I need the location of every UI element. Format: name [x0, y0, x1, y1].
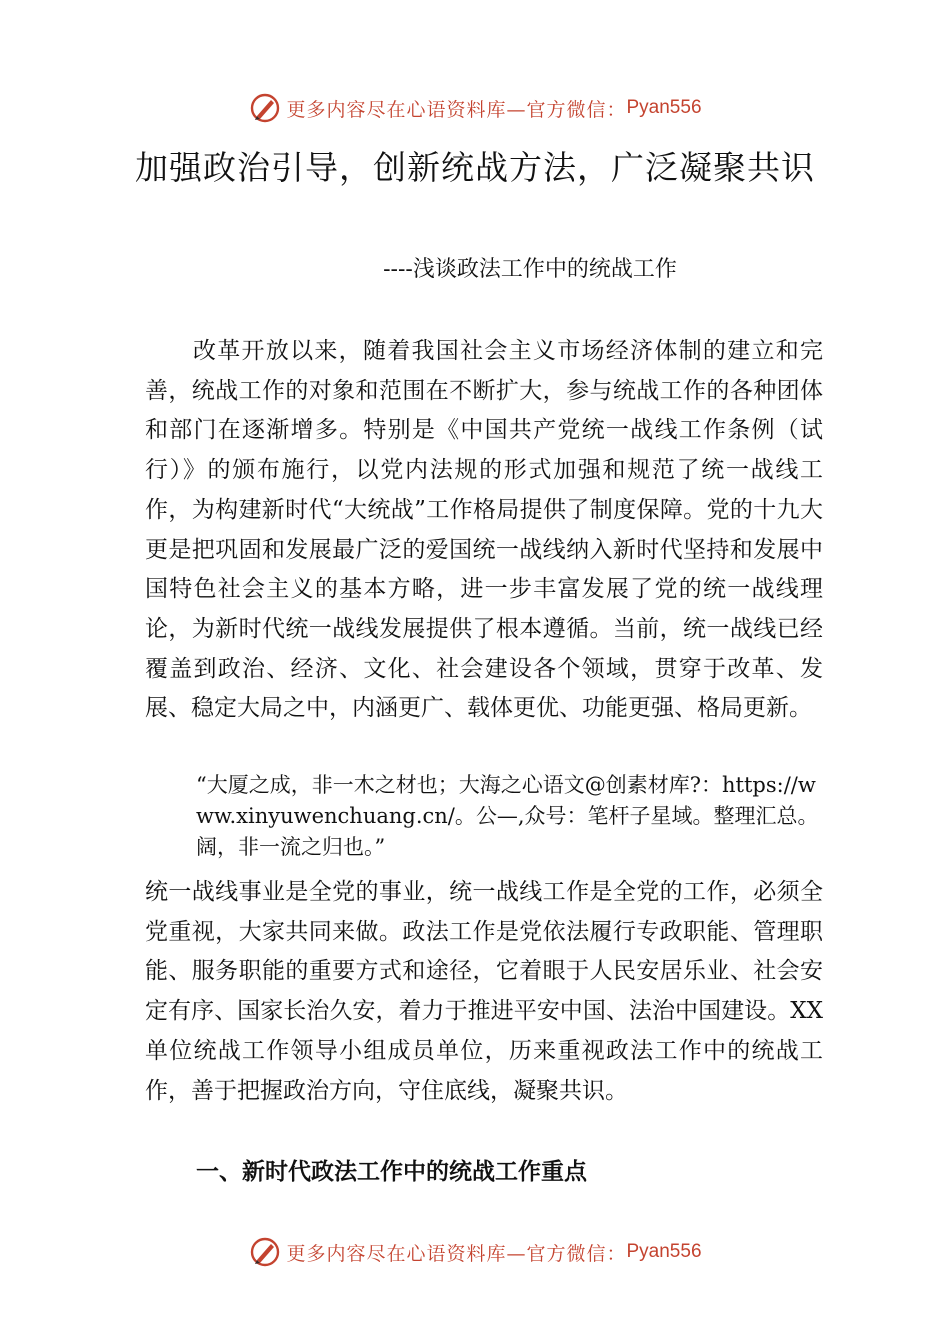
section-heading-1: 一、新时代政法工作中的统战工作重点 [196, 1159, 587, 1185]
pen-logo-icon [248, 1235, 282, 1269]
watermark-wechat: Pyan556 [626, 97, 702, 118]
document-title: 加强政治引导，创新统战方法，广泛凝聚共识 [135, 148, 815, 187]
paragraph-united-front: 统一战线事业是全党的事业，统一战线工作是全党的工作，必须全党重视，大家共同来做。政法工作是党依法履行专政职能、管理职能、服务职能的重要方式和途径，它着眼于人民安居乐业、社会安定有序、国家长治久安，着力于推进平安中国、法治中国建设。XX单位统战工作领导小组成员单位，历来重视政法工作中的统战工作，善于把握政治方向，守住底线，凝聚共识。 [145, 879, 823, 1104]
watermark-text: 更多内容尽在心语资料库—官方微信： [286, 1242, 627, 1265]
quote-paragraph: “大厦之成，非一木之材也；大海之心语文@创素材库?：https://www.xinyuwenchuang.cn/。公—,众号：笔杆子星域。整理汇总。阔，非一流之归也。” [196, 773, 819, 859]
pen-logo-icon [248, 91, 282, 125]
watermark-banner-top [0, 88, 950, 128]
document-subtitle [0, 254, 950, 286]
watermark-wechat: Pyan556 [626, 1241, 702, 1262]
paragraph-intro: 改革开放以来，随着我国社会主义市场经济体制的建立和完善，统战工作的对象和范围在不断扩大，参与统战工作的各种团体和部门在逐渐增多。特别是《中国共产党统一战线工作条例（试行）》的颁布施行，以党内法规的形式加强和规范了统一战线工作，为构建新时代“大统战”工作格局提供了制度保障。党的十九大更是把巩固和发展最广泛的爱国统一战线纳入新时代坚持和发展中国特色社会主义的基本方略，进一步丰富发展了党的统一战线理论，为新时代统一战线发展提供了根本遵循。当前，统一战线已经覆盖到政治、经济、文化、社会建设各个领域，贯穿于改革、发展、稳定大局之中，内涵更广、载体更优、功能更强、格局更新。 [145, 338, 823, 722]
subtitle-text: ----浅谈政法工作中的统战工作 [383, 257, 677, 282]
watermark-banner-bottom [0, 1232, 950, 1272]
watermark-text: 更多内容尽在心语资料库—官方微信： [286, 98, 627, 121]
